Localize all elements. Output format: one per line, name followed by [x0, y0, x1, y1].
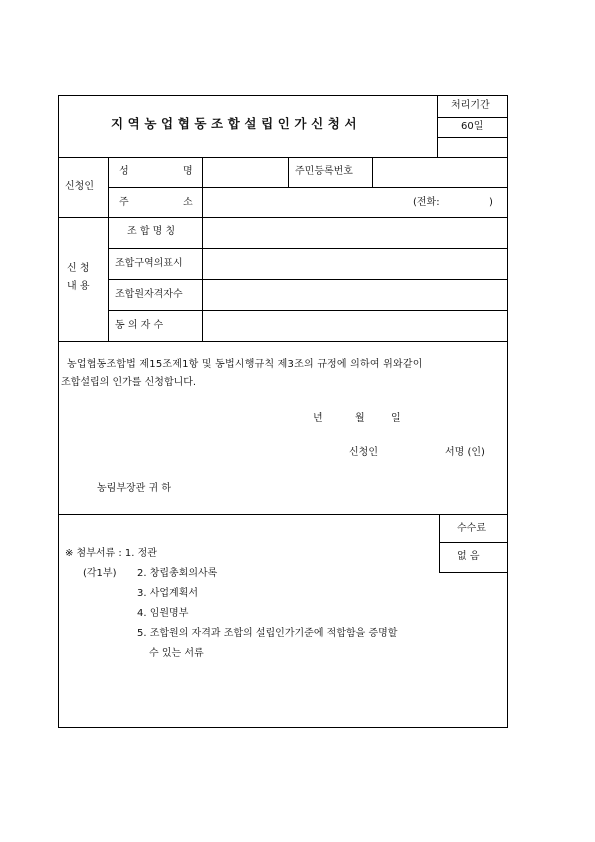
name-label-second: 명	[183, 166, 193, 177]
applicant-section-label: 신청인	[65, 181, 94, 192]
fee-box-middle	[439, 542, 508, 543]
fee-box-left	[439, 514, 440, 573]
address-label-second: 소	[183, 197, 193, 208]
phone-field[interactable]	[445, 188, 489, 216]
attachment-item: 5. 조합원의 자격과 조합의 설립인가기준에 적합함을 증명할	[137, 628, 398, 639]
address-field[interactable]	[203, 188, 403, 216]
resident-number-label: 주민등록번호	[295, 166, 353, 177]
attachment-item-continued: 수 있는 서류	[149, 648, 204, 659]
content-bottom-line	[59, 341, 508, 342]
attachment-item: 3. 사업계획서	[137, 588, 199, 599]
consenters-field[interactable]	[203, 311, 507, 340]
date-year-label: 년	[313, 413, 323, 424]
phone-close-paren: )	[489, 197, 493, 208]
fee-value: 없 음	[457, 551, 480, 562]
content-section-label-1: 신 청	[67, 263, 90, 274]
date-day-field[interactable]	[365, 410, 389, 426]
statement-line-1: 농업협동조합법 제15조제1항 및 동법시행규칙 제3조의 규정에 의하여 위와같이	[67, 359, 423, 370]
date-day-label: 일	[391, 413, 401, 424]
date-month-field[interactable]	[323, 410, 353, 426]
period-label-line	[437, 117, 508, 118]
attachments-copies: (각1부)	[83, 568, 117, 579]
union-area-label: 조합구역의표시	[115, 258, 183, 269]
content-section-label-2: 내 용	[67, 281, 90, 292]
fee-box-bottom	[439, 572, 508, 573]
application-form	[58, 95, 508, 728]
statement-line-2: 조합설립의 인가를 신청합니다.	[61, 377, 197, 388]
form-title: 지역농업협동조합설립인가신청서	[111, 116, 362, 131]
processing-period-value: 60일	[461, 121, 484, 132]
statement-bottom-line	[59, 514, 508, 515]
processing-period-label: 처리기간	[451, 100, 490, 111]
signer-label: 신청인	[349, 447, 378, 458]
union-name-field[interactable]	[203, 218, 507, 247]
attachments-heading: ※ 첨부서류 : 1. 정관	[65, 548, 157, 559]
name-field[interactable]	[203, 158, 287, 186]
union-area-field[interactable]	[203, 249, 507, 278]
fee-label: 수수료	[457, 523, 486, 534]
consenters-label: 동 의 자 수	[115, 320, 164, 331]
union-name-label: 조 합 명 칭	[127, 226, 176, 237]
date-month-label: 월	[355, 413, 365, 424]
eligible-members-label: 조합원자격자수	[115, 289, 183, 300]
resident-number-field[interactable]	[373, 158, 507, 186]
name-label-first: 성	[119, 166, 129, 177]
header-divider	[437, 96, 438, 157]
eligible-members-field[interactable]	[203, 280, 507, 309]
period-value-line	[437, 137, 508, 138]
signature-seal-label: 서명 (인)	[445, 447, 485, 458]
signer-name-field[interactable]	[381, 444, 439, 460]
address-label-first: 주	[119, 197, 129, 208]
attachment-item: 2. 창립총회의사록	[137, 568, 218, 579]
attachment-item: 4. 임원명부	[137, 608, 189, 619]
applicant-label-divider	[108, 157, 109, 341]
phone-label: (전화:	[413, 197, 440, 208]
addressee: 농림부장관 귀 하	[97, 483, 171, 494]
name-value-divider	[288, 157, 289, 187]
